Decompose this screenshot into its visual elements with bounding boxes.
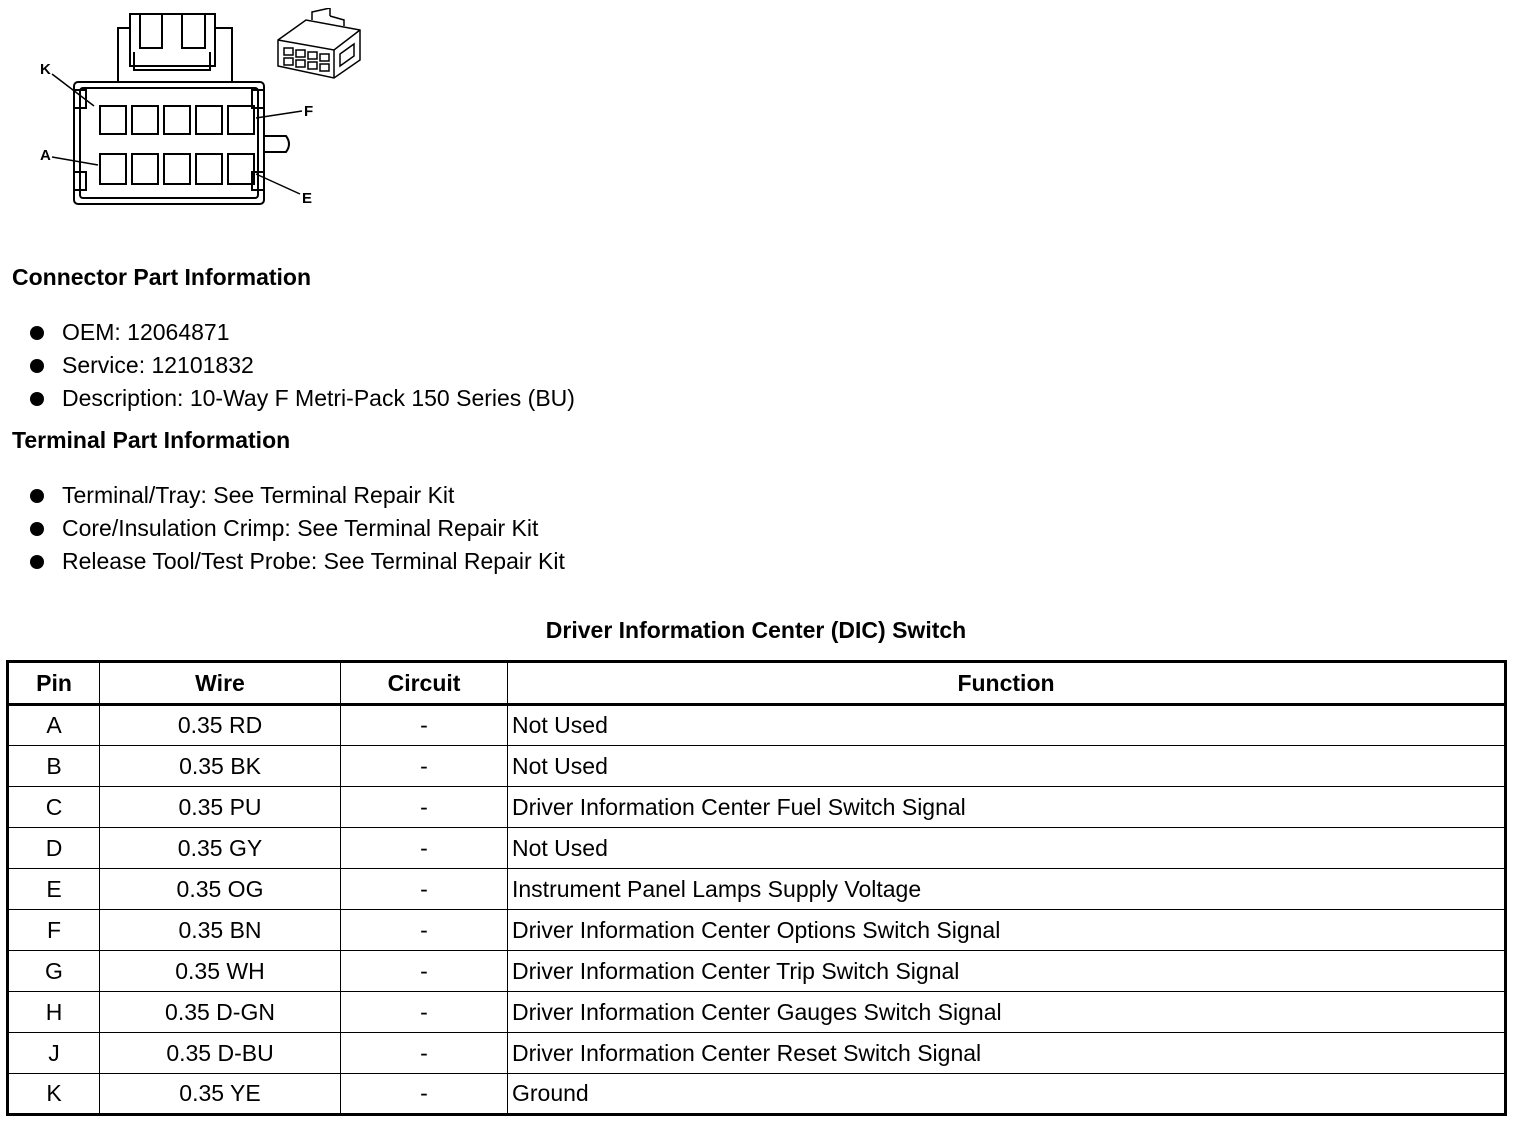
cell-circuit: - <box>341 869 508 910</box>
cell-wire: 0.35 GY <box>100 828 341 869</box>
cell-pin: D <box>8 828 100 869</box>
cell-pin: J <box>8 1033 100 1074</box>
cell-circuit: - <box>341 787 508 828</box>
cell-circuit: - <box>341 828 508 869</box>
bullet-icon <box>30 326 44 340</box>
table-row <box>8 910 1506 951</box>
table-header-row <box>8 662 1506 705</box>
bullet-icon <box>30 489 44 503</box>
cell-pin: A <box>8 705 100 746</box>
list-item-text: Release Tool/Test Probe: See Terminal Repair Kit <box>62 548 565 574</box>
list-item <box>30 382 575 415</box>
table-row <box>8 869 1506 910</box>
pin-label-k: K <box>40 61 51 78</box>
cell-function: Driver Information Center Options Switch Signal <box>508 910 1506 951</box>
cell-function: Not Used <box>508 746 1506 787</box>
cell-wire: 0.35 BN <box>100 910 341 951</box>
bullet-icon <box>30 522 44 536</box>
terminal-part-list <box>30 479 565 578</box>
table-row <box>8 951 1506 992</box>
cell-circuit: - <box>341 1033 508 1074</box>
pin-label-a: A <box>40 147 51 164</box>
bullet-icon <box>30 392 44 406</box>
cell-pin: H <box>8 992 100 1033</box>
connector-face-diagram <box>30 8 370 213</box>
bullet-icon <box>30 555 44 569</box>
list-item <box>30 545 565 578</box>
cell-circuit: - <box>341 746 508 787</box>
header-wire: Wire <box>100 662 341 705</box>
pin-label-e: E <box>302 190 313 207</box>
cell-function: Driver Information Center Reset Switch Signal <box>508 1033 1506 1074</box>
table-row <box>8 828 1506 869</box>
list-item-text: OEM: 12064871 <box>62 319 230 345</box>
cell-pin: E <box>8 869 100 910</box>
header-function: Function <box>508 662 1506 705</box>
table-title: Driver Information Center (DIC) Switch <box>545 617 967 643</box>
cell-function: Driver Information Center Gauges Switch Signal <box>508 992 1506 1033</box>
cell-wire: 0.35 D-GN <box>100 992 341 1033</box>
list-item-text: Core/Insulation Crimp: See Terminal Repair Kit <box>62 515 539 541</box>
cell-circuit: - <box>341 951 508 992</box>
cell-function: Driver Information Center Trip Switch Signal <box>508 951 1506 992</box>
cell-circuit: - <box>341 910 508 951</box>
list-item <box>30 349 575 382</box>
cell-pin: G <box>8 951 100 992</box>
connector-part-list <box>30 316 575 415</box>
cell-wire: 0.35 RD <box>100 705 341 746</box>
header-pin: Pin <box>8 662 100 705</box>
cell-wire: 0.35 BK <box>100 746 341 787</box>
cell-function: Not Used <box>508 705 1506 746</box>
cell-function: Instrument Panel Lamps Supply Voltage <box>508 869 1506 910</box>
cell-function: Not Used <box>508 828 1506 869</box>
list-item-text: Service: 12101832 <box>62 352 254 378</box>
cell-function: Ground <box>508 1074 1506 1115</box>
list-item-text: Terminal/Tray: See Terminal Repair Kit <box>62 482 455 508</box>
cell-pin: B <box>8 746 100 787</box>
list-item <box>30 479 565 512</box>
pin-label-f: F <box>304 103 314 120</box>
cell-wire: 0.35 OG <box>100 869 341 910</box>
cell-circuit: - <box>341 1074 508 1115</box>
cell-pin: K <box>8 1074 100 1115</box>
table-body <box>8 705 1506 1115</box>
cell-pin: F <box>8 910 100 951</box>
cell-circuit: - <box>341 705 508 746</box>
table-row <box>8 705 1506 746</box>
cell-wire: 0.35 D-BU <box>100 1033 341 1074</box>
list-item <box>30 512 565 545</box>
table-row <box>8 787 1506 828</box>
cell-function: Driver Information Center Fuel Switch Signal <box>508 787 1506 828</box>
header-circuit: Circuit <box>341 662 508 705</box>
table-row <box>8 1033 1506 1074</box>
table-row <box>8 746 1506 787</box>
table-row <box>8 1074 1506 1115</box>
list-item-text: Description: 10-Way F Metri-Pack 150 Series (BU) <box>62 385 575 411</box>
cell-wire: 0.35 WH <box>100 951 341 992</box>
cell-pin: C <box>8 787 100 828</box>
list-item <box>30 316 575 349</box>
cell-wire: 0.35 PU <box>100 787 341 828</box>
bullet-icon <box>30 359 44 373</box>
cell-wire: 0.35 YE <box>100 1074 341 1115</box>
connector-part-heading: Connector Part Information <box>12 264 312 290</box>
pinout-table <box>6 660 1507 1116</box>
terminal-part-heading: Terminal Part Information <box>12 427 291 453</box>
table-row <box>8 992 1506 1033</box>
cell-circuit: - <box>341 992 508 1033</box>
